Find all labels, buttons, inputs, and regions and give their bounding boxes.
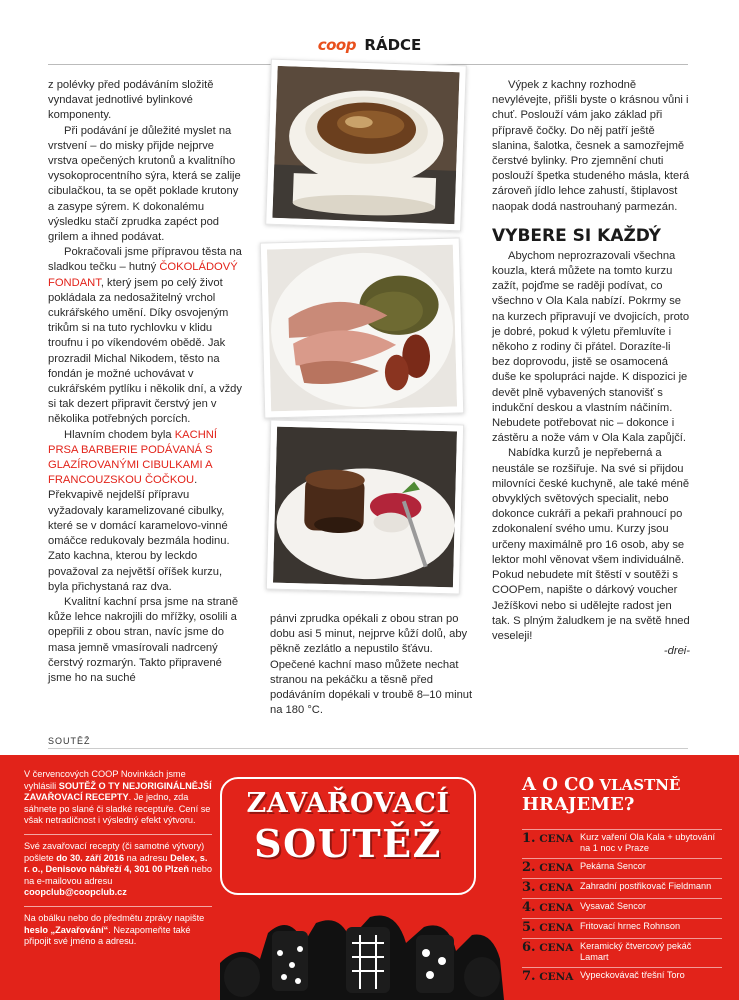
author-signature: -drei-	[663, 645, 690, 658]
coop-logo: coop	[317, 36, 356, 54]
competition-intro: V červencových COOP Novinkách jsme vyhlásili SOUTĚŽ O TY NEJORIGINÁLNĚJŠÍ ZAVAŘOVACÍ RECEPTY. Je jedno, zda sáhnete po slané či sladké receptuře. Cení se však netradičnost i výsledný efekt výtvoru.	[24, 769, 212, 826]
divider	[24, 834, 212, 835]
prize-item: 2. CENA Pekárna Sencor	[522, 858, 722, 878]
jars-illustration	[220, 873, 504, 1000]
paragraph: Pokračovali jsme přípravou těsta na sladkou tečku – hutný ČOKOLÁDOVÝ FONDANT, který jsem po celý život pokládala za nedosažitelný vrchol cukrářského umění. Díky osvojeným trikům si na tuto rychlovku v klidu troufnu i po víkendovém obědě. Jak prozradil Michal Nikodem, těsto na fondán je možné uchovávat v cukrářském pytlíku i několik dní, a vždy si tak dezert připravit čerstvý jen v několika potřebných porcích.	[48, 246, 242, 426]
competition-send-info: Své zavařovací recepty (či samotné výtvory) pošlete do 30. září 2016 na adresu Delex, s. r. o., Denisovo nábřeží 4, 301 00 Plzeň nebo na e-mailovou adresu coopclub@coopclub.cz	[24, 840, 212, 898]
paragraph: Nabídka kurzů je nepřeberná a neustále se rozšiřuje. Na své si přijdou milovníci české kuchyně, ale také méně obvyklých světových specialit, nebo dokonce cukráři a pekaři prahnoucí po zdokonalení svého umu. Kurzy jsou určeny maximálně pro 16 osob, aby se lektor mohl věnovat všem individuálně. Pokud nebudete mít štěstí v soutěži s COOPem, napište o dárkový voucher Ježíškovi nebo si udělejte radost jen tak. S plným žaludkem je na světě hned veseleji!	[492, 447, 690, 642]
paragraph: Kvalitní kachní prsa jsme na straně kůže lehce nakrojili do mřížky, osolili a opepřili z obou stran, navíc jsme do masa jemně vmasírovali nadrcený čerstvý rozmarýn. Takto připravené jsme ho na suché	[48, 595, 239, 684]
section-divider	[48, 748, 688, 749]
prizes-heading: A O CO VLASTNĚ HRAJEME?	[522, 774, 681, 815]
paragraph: Abychom neprozrazovali všechna kouzla, která můžete na tomto kurzu zažít, pojďme se raději podívat, co všechno v Ola Kala nabízí. Pokrmy se na kurzech připravují ve dvojicích, proto je dobré, pokud k výletu přemluvíte i někoho z rodiny či přátel. Dorazíte-li bez doprovodu, jistě se osamocená duše ke spolupráci najde. K dispozici je devět plně vybavených stanovišť s indukční deskou a vlastním náčiním. Nebudete potřebovat nic – dokonce i zástěru a nože vám v Ola Kala zapůjčí.	[492, 249, 690, 445]
paragraph: pánvi zprudka opékali z obou stran po dobu asi 5 minut, nejprve kůží dolů, aby pěkně zezlátlo a nepustilo šťávu. Opečené kachní maso můžete nechat stranou na pekáčku a těsně před podáváním dopékali v troubě 8–10 minut na 180 °C.	[270, 613, 473, 717]
soup-illustration	[272, 66, 459, 224]
photo-duck-breast	[260, 237, 465, 418]
section-label: SOUTĚŽ	[48, 736, 91, 746]
duck-illustration	[267, 245, 457, 412]
prize-item: 5. CENA Fritovací hrnec Rohnson	[522, 918, 722, 938]
fondant-illustration	[273, 427, 457, 588]
section-title: RÁDCE	[364, 36, 422, 54]
article-column-3	[492, 78, 690, 659]
competition-rules	[24, 769, 212, 955]
prize-list	[522, 829, 722, 987]
article-column-2	[270, 612, 474, 718]
competition-poster	[220, 777, 504, 1000]
article-column-1	[48, 78, 244, 686]
paragraph: Při podávání je důležité myslet na vrstvení – do misky přijde nejprve vrstva opečených krutonů a kvalitního vysokoprocentního sýra, která se zalije cibulačkou, ta se opět poklade krutony a zasype sýrem. K dokonalému výsledku stačí zprudka zapéct pod grilem a ihned podávat.	[48, 124, 241, 244]
competition-note: Na obálku nebo do předmětu zprávy napište heslo „Zavařování“. Nezapomeňte také připojit své jméno a adresu.	[24, 912, 205, 947]
photo-onion-soup	[265, 59, 467, 232]
prize-item: 1. CENA Kurz vaření Ola Kala + ubytování na 1 noc v Praze	[522, 829, 722, 858]
photo-chocolate-fondant	[266, 419, 464, 594]
poster-title: ZAVAŘOVACÍ SOUTĚŽ	[246, 788, 450, 866]
section-heading: VYBERE SI KAŽDÝ	[492, 225, 661, 246]
paragraph: Výpek z kachny rozhodně nevylévejte, přišli byste o krásnou vůni i chuť. Poslouží vám jako základ při přípravě čočky. Do něj patří ještě slanina, šalotka, česnek a samozřejmě čerstvé bylinky. Pro zjemnění chuti poslouží špetka studeného másla, která zároveň jídlo lehce zahustí, štiplavost naopak dodá nastrouhaný parmezán.	[492, 79, 690, 213]
prizes-panel	[522, 775, 722, 987]
paragraph: z polévky před podáváním složitě vyndavat jednotlivé bylinkové komponenty.	[48, 79, 214, 122]
divider	[24, 906, 212, 907]
prize-item: 4. CENA Vysavač Sencor	[522, 898, 722, 918]
paragraph: Hlavním chodem byla KACHNÍ PRSA BARBERIE PODÁVANÁ S GLAZÍROVANÝMI CIBULKAMI A FRANCOUZSKOU ČOČKOU. Překvapivě nejdelší přípravu vyžadovaly karamelizované cibulky, které se v domácí karamelovo-vinné omáčce redukovaly bezmála hodinu. Zato kachna, kterou by leckdo považoval za největší oříšek kurzu, byla přichystaná raz dva.	[48, 428, 230, 593]
highlight-main-course: KACHNÍ PRSA BARBERIE PODÁVANÁ S GLAZÍROVANÝMI CIBULKAMI A FRANCOUZSKOU ČOČKOU	[48, 428, 217, 487]
prize-item: 6. CENA Keramický čtvercový pekáč Lamart	[522, 938, 722, 967]
page-header	[0, 36, 739, 60]
postal-address: Delex, s. r. o., Denisovo nábřeží 4, 301 00 Plzeň	[24, 852, 208, 875]
highlight-dessert: ČOKOLÁDOVÝ FONDANT	[48, 261, 238, 289]
email-address[interactable]: coopclub@coopclub.cz	[24, 887, 127, 898]
competition-band	[0, 755, 739, 1000]
prize-item: 3. CENA Zahradní postřikovač Fieldmann	[522, 878, 722, 898]
prize-item: 7. CENA Vypeckovávač třešní Toro	[522, 967, 722, 987]
